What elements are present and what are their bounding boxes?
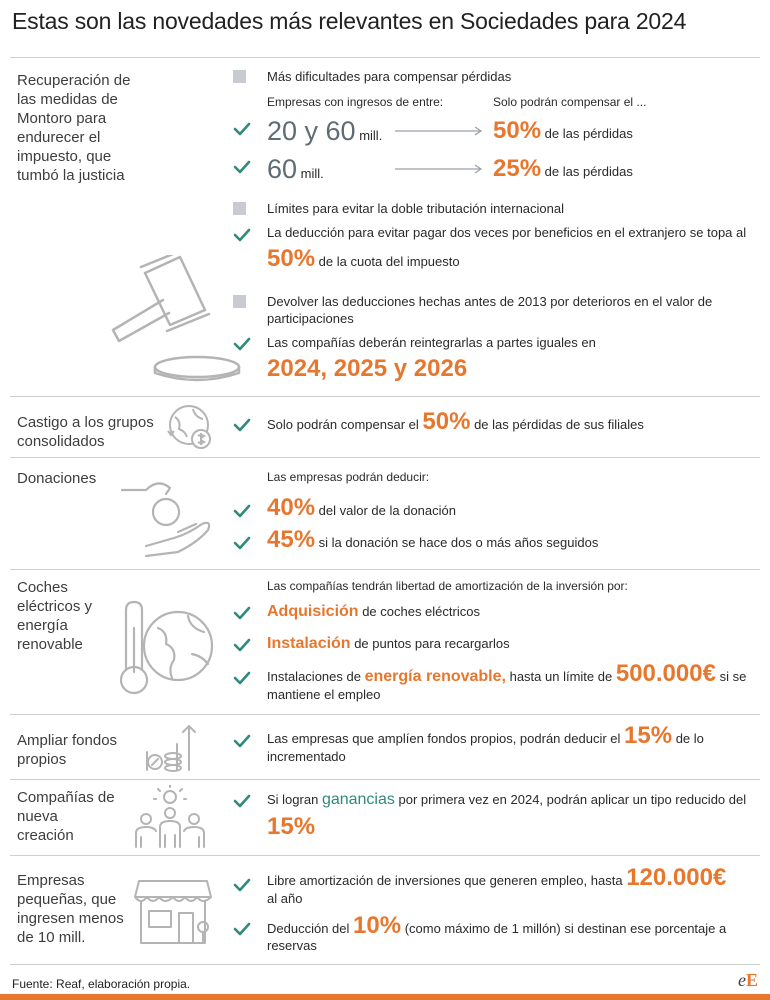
category-coches: Coches eléctricos y energía renovable xyxy=(17,579,93,653)
donacion-item-1 xyxy=(267,492,456,527)
devolver-text: Las compañías deberán reintegrarlas a partes iguales en xyxy=(267,335,596,350)
castigo-pre: Solo podrán compensar el xyxy=(267,417,419,432)
pct-suffix: de la cuota del impuesto xyxy=(318,254,460,269)
category-fondos: Ampliar fondos propios xyxy=(17,732,118,768)
team-idea-icon xyxy=(130,785,210,850)
divider xyxy=(10,779,760,780)
pct-value: 10% xyxy=(353,912,402,939)
fondos-pre: Las empresas que amplíen fondos propios, podrán deducir el xyxy=(267,731,621,746)
pct-value: 45% xyxy=(267,526,316,553)
check-icon xyxy=(233,638,251,652)
check-icon xyxy=(233,228,251,242)
highlight: Instalación xyxy=(267,635,351,652)
amount-value: 120.000€ xyxy=(626,864,727,891)
pequenas-pre: Deducción del xyxy=(267,921,350,936)
heading-devolver-deducciones: Devolver las deducciones hechas antes de 2013 por deterioros en el valor de participaciones xyxy=(267,294,713,326)
nueva-post: por primera vez en 2024, podrán aplicar un tipo reducido del xyxy=(398,792,747,807)
fondos-line2: incrementado xyxy=(267,749,346,764)
coins-growth-icon xyxy=(143,722,199,774)
bullet-square xyxy=(233,295,246,308)
fondos-post: de lo xyxy=(675,731,704,746)
coches-item-1 xyxy=(267,603,480,620)
check-icon xyxy=(233,606,251,620)
divider xyxy=(10,714,760,715)
check-icon xyxy=(233,122,251,136)
check-icon xyxy=(233,878,251,892)
donacion-item-2 xyxy=(267,524,598,559)
range-row-2 xyxy=(267,152,324,191)
check-icon xyxy=(233,418,251,432)
pequenas-item-1 xyxy=(267,862,726,897)
heading-compensar: Más dificultades para compensar pérdidas xyxy=(267,69,512,84)
divider xyxy=(10,396,760,397)
highlight: Adquisición xyxy=(267,603,359,620)
pequenas-post: (como máximo de 1 millón) si destinan ese porcentaje a xyxy=(404,921,727,936)
hand-donation-icon xyxy=(118,468,218,560)
highlight: ganancias xyxy=(321,791,395,808)
check-icon xyxy=(233,504,251,518)
gavel-icon xyxy=(105,255,250,385)
divider xyxy=(10,964,760,965)
pct-value: 50% xyxy=(422,408,471,435)
amount-value: 500.000€ xyxy=(615,660,716,687)
shop-icon xyxy=(133,877,215,947)
check-icon xyxy=(233,922,251,936)
donacion-text: si la donación se hace dos o más años seguidos xyxy=(318,535,599,550)
coches-text: de coches eléctricos xyxy=(362,604,480,619)
arrow-right-icon xyxy=(395,126,485,136)
category-castigo: Castigo a los grupos consolidados xyxy=(17,414,154,450)
range-value: 60 xyxy=(267,154,298,184)
col-header-ingresos: Empresas con ingresos de entre: xyxy=(267,95,444,109)
pequenas-text: Libre amortización de inversiones que generen empleo, hasta xyxy=(267,873,623,888)
pequenas-line2: al año xyxy=(267,891,303,906)
col-header-compensar: Solo podrán compensar el ... xyxy=(493,95,647,109)
bullet-square xyxy=(233,70,246,83)
check-icon xyxy=(233,536,251,550)
castigo-text xyxy=(267,406,644,441)
range-unit: mill. xyxy=(300,166,324,181)
category-recuperacion: Recuperación de las medidas de Montoro para endurecer el impuesto, que tumbó la justicia xyxy=(17,72,131,184)
nueva-pre: Si logran xyxy=(267,792,319,807)
coches-item-2 xyxy=(267,635,510,652)
donacion-text: del valor de la donación xyxy=(318,503,456,518)
doble-tributacion-pct xyxy=(267,243,460,278)
divider xyxy=(10,457,760,458)
divider xyxy=(10,855,760,856)
category-donaciones: Donaciones xyxy=(17,470,97,487)
pct-value: 15% xyxy=(624,722,673,749)
bottom-accent-bar xyxy=(0,994,770,1000)
doble-tributacion-text: La deducción para evitar pagar dos veces por beneficios en el extranjero se topa al xyxy=(267,225,747,240)
castigo-post: de las pérdidas de sus filiales xyxy=(474,417,644,432)
coches-mid: hasta un límite de xyxy=(509,669,613,684)
donaciones-header: Las empresas podrán deducir: xyxy=(267,470,430,484)
range-unit: mill. xyxy=(359,128,383,143)
check-icon xyxy=(233,794,251,808)
pct-value: 25% xyxy=(493,155,542,182)
thermometer-globe-icon xyxy=(118,598,218,698)
nueva-pct: 15% xyxy=(267,813,316,840)
range-value: 20 y 60 xyxy=(267,116,356,146)
pequenas-item-2 xyxy=(267,910,726,945)
brand-logo xyxy=(738,970,758,991)
range-row-1 xyxy=(267,114,382,153)
highlight: energía renovable, xyxy=(364,668,506,685)
check-icon xyxy=(233,337,251,351)
coches-post: si se xyxy=(719,669,747,684)
check-icon xyxy=(233,734,251,748)
globe-money-icon xyxy=(165,401,215,453)
category-nueva-creacion: Compañías de nueva creación xyxy=(17,789,115,844)
heading-doble-tributacion: Límites para evitar la doble tributación internacional xyxy=(267,201,565,216)
logo-E: E xyxy=(746,970,759,990)
divider xyxy=(10,569,760,570)
coches-header: Las compañías tendrán libertad de amortización de la inversión por: xyxy=(267,579,628,593)
pct-suffix: de las pérdidas xyxy=(544,126,633,141)
coches-pre: Instalaciones de xyxy=(267,669,361,684)
pct-row-2 xyxy=(493,152,633,189)
pct-value: 40% xyxy=(267,494,316,521)
logo-e: e xyxy=(738,970,746,990)
pct-value: 50% xyxy=(493,117,542,144)
check-icon xyxy=(233,671,251,685)
category-pequenas: Empresas pequeñas, que ingresen menos de 10 mill. xyxy=(17,872,124,946)
divider xyxy=(10,57,760,58)
pequenas-line2b: reservas xyxy=(267,938,317,953)
bullet-square xyxy=(233,202,246,215)
devolver-years: 2024, 2025 y 2026 xyxy=(267,355,468,382)
coches-text: de puntos para recargarlos xyxy=(354,636,510,651)
arrow-right-icon xyxy=(395,164,485,174)
pct-suffix: de las pérdidas xyxy=(544,164,633,179)
nueva-text xyxy=(267,791,746,808)
pct-row-1 xyxy=(493,114,633,151)
check-icon xyxy=(233,160,251,174)
source-note: Fuente: Reaf, elaboración propia. xyxy=(12,977,191,991)
pct-value: 50% xyxy=(267,245,316,272)
page-title: Estas son las novedades más relevantes en Sociedades para 2024 xyxy=(12,8,687,34)
coches-line2: mantiene el empleo xyxy=(267,687,381,702)
